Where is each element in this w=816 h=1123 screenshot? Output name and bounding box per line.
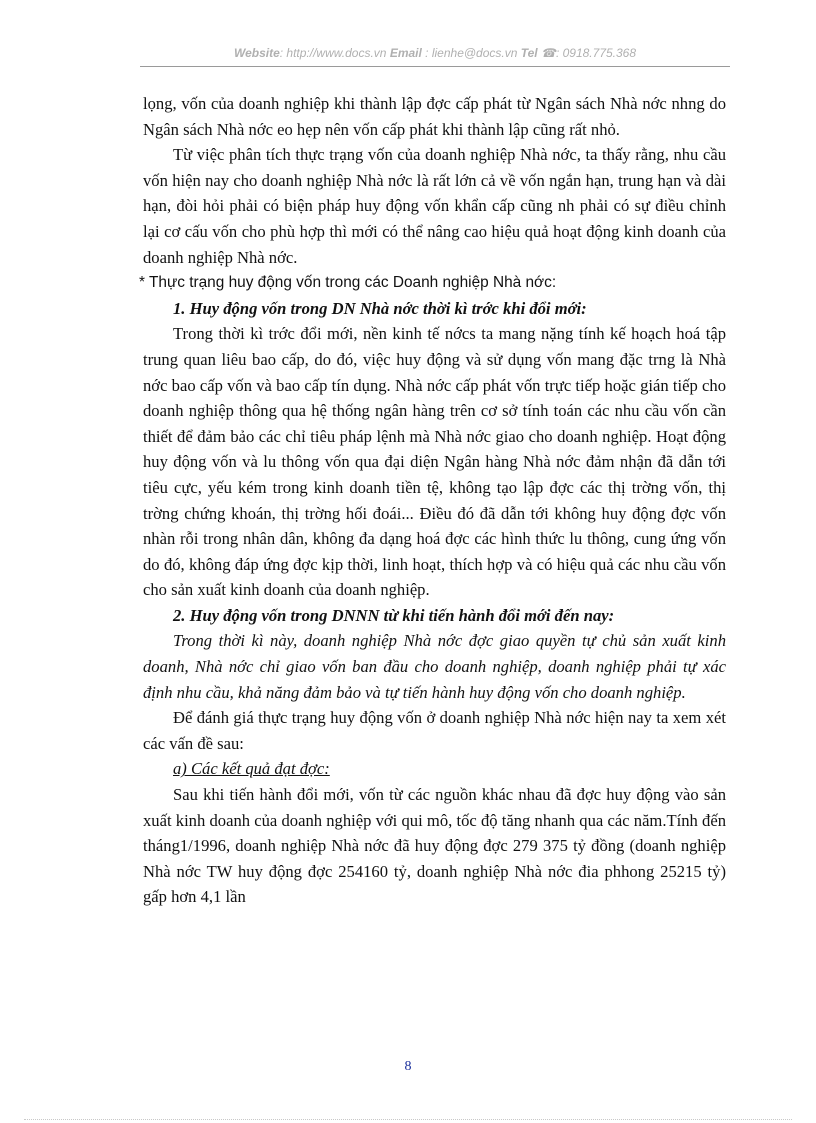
page-bottom-border [24,1119,792,1120]
paragraph-before-reform: Trong thời kì trớc đổi mới, nền kinh tế nớcs ta mang nặng tính kế hoạch hoá tập trung quan liêu bao cấp, do đó, việc huy động và sử dụng vốn mang đặc trng là Nhà nớc bao cấp vốn và bao cấp tín dụng. Nhà nớc cấp phát vốn trực tiếp hoặc gián tiếp cho doanh nghiệp thông qua hệ thống ngân hàng trên cơ sở tính toán các nhu cầu vốn cần thiết để đảm bảo các chỉ tiêu pháp lệnh mà Nhà nớc giao cho doanh nghiệp. Hoạt động huy động vốn và lu thông vốn qua đại diện Ngân hàng Nhà nớc đảm nhận đã dẫn tới tiêu cực, yếu kém trong kinh doanh tiền tệ, không tạo lập đợc các thị trờng vốn, thị trờng chứng khoán, thị trờng hối đoái... Điều đó đã dẫn tới không huy động đợc vốn nhàn rỗi trong nhân dân, không đa dạng hoá đợc các hình thức lu thông, cung ứng vốn do đó, không đáp ứng đợc kịp thời, linh hoạt, thích hợp và có hiệu quả các nhu cầu vốn cho sản xuất kinh doanh của doanh nghiệp. [143,324,726,600]
paragraph-results: Sau khi tiến hành đổi mới, vốn từ các nguồn khác nhau đã đợc huy động vào sản xuất kinh doanh của doanh nghiệp với qui mô, tốc độ tăng nhanh qua các năm.Tính đến tháng1/1996, doanh nghiệp Nhà nớc đã huy động đợc 279 375 tỷ đồng (doanh nghiệp Nhà nớc TW huy động đợc 254160 tỷ, doanh nghiệp Nhà nớc đia phhong 25215 tỷ) gấp hơn 4,1 lần [143,785,726,907]
email-label: Email [389,46,422,60]
paragraph-evaluation: Để đánh giá thực trạng huy động vốn ở doanh nghiệp Nhà nớc hiện nay ta xem xét các vấn đề sau: [143,708,726,753]
section-heading: * Thực trạng huy động vốn trong các Doanh nghiệp Nhà nớc: [139,274,557,292]
paragraph-reform-period: Trong thời kì này, doanh nghiệp Nhà nớc đợc giao quyền tự chủ sản xuất kinh doanh, Nhà nớc chỉ giao vốn ban đầu cho doanh nghiệp, doanh nghiệp phải tự xác định nhu cầu, khả năng đảm bảo và tự tiến hành huy động vốn cho doanh nghiệp. [143,631,726,702]
website-value[interactable]: : http://www.docs.vn [279,46,387,60]
subheading-1: 1. Huy động vốn trong DN Nhà nớc thời kì trớc khi đổi mới: [173,298,587,318]
email-value[interactable]: : lienhe@docs.vn [425,46,518,60]
paragraph-continuation: lọng, vốn của doanh nghiệp khi thành lập đợc cấp phát từ Ngân sách Nhà nớc nhng do Ngân sách Nhà nớc eo hẹp nên vốn cấp phát khi thành lập cũng rất nhỏ. [143,94,726,139]
subheading-2: 2. Huy động vốn trong DNNN từ khi tiến hành đổi mới đến nay: [173,605,615,625]
paragraph-analysis: Từ việc phân tích thực trạng vốn của doanh nghiệp Nhà nớc, ta thấy rằng, nhu cầu vốn hiện nay cho doanh nghiệp Nhà nớc là rất lớn cả về vốn ngắn hạn, trung hạn và dài hạn, đòi hỏi phải có biện pháp huy động vốn khẩn cấp cũng nh phải có sự điều chỉnh lại cơ cấu vốn cho phù hợp thì mới có thể nâng cao hiệu quả hoạt động kinh doanh của doanh nghiệp Nhà nớc. [143,145,726,267]
website-label: Website [233,46,280,60]
tel-label: Tel [520,46,538,60]
header-divider [140,66,730,67]
page-header [140,46,730,60]
page-content [139,91,726,910]
subheading-a: a) Các kết quả đạt đợc: [173,759,330,779]
page-number: 8 [404,1059,412,1074]
tel-value: ☎: 0918.775.368 [541,46,637,60]
